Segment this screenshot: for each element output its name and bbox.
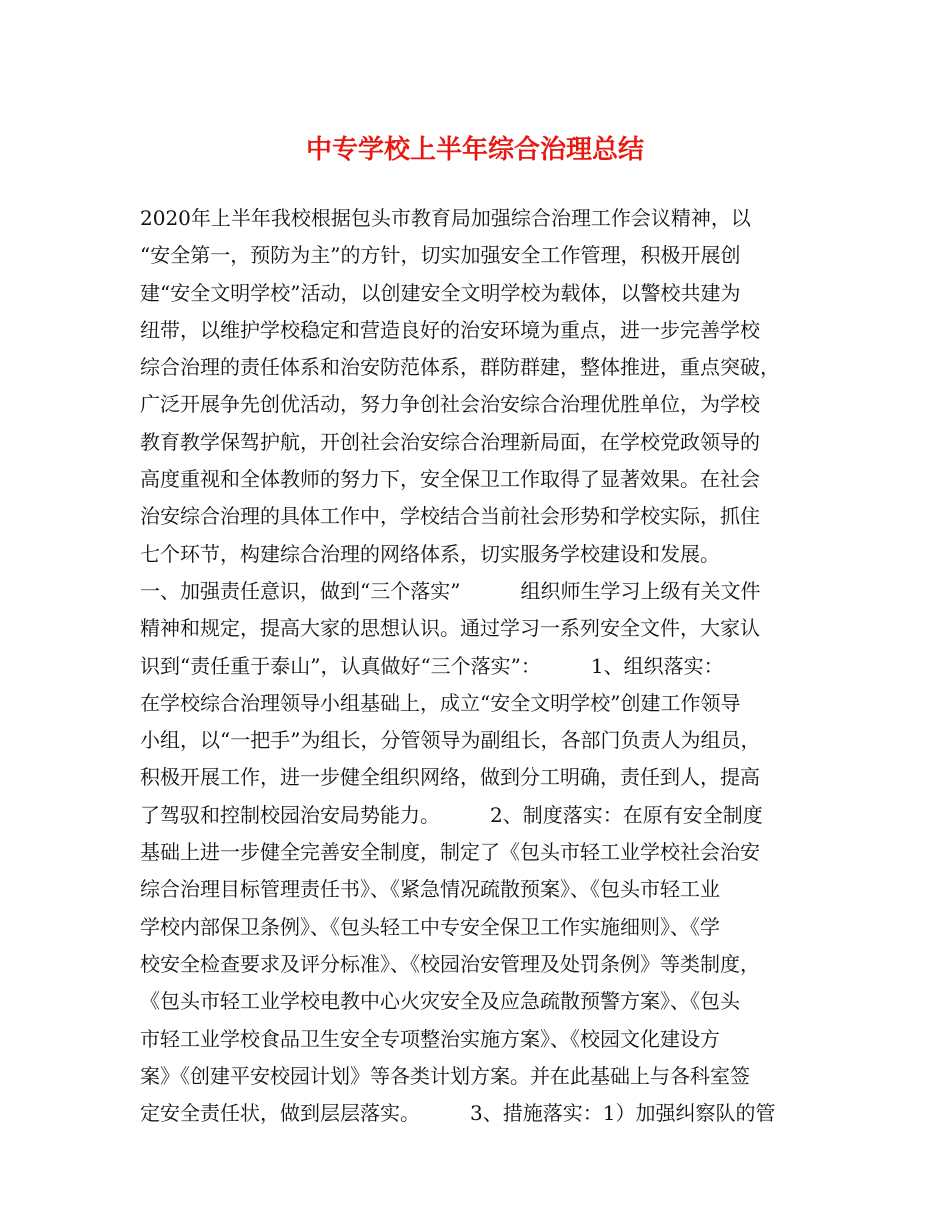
body-text-line: 综合治理的责任体系和治安防范体系，群防群建，整体推进，重点突破， bbox=[140, 355, 780, 380]
body-text-line: 学校内部保卫条例》、《包头轻工中专安全保卫工作实施细则》、《学 bbox=[140, 914, 720, 939]
body-text-line: 纽带，以维护学校稳定和营造良好的治安环境为重点，进一步完善学校 bbox=[140, 317, 760, 342]
body-text-line: 市轻工业学校食品卫生安全专项整治实施方案》、《校园文化建设方 bbox=[140, 1026, 720, 1051]
body-text-line: 积极开展工作，进一步健全组织网络，做到分工明确，责任到人，提高 bbox=[140, 765, 760, 790]
body-text-line: 治安综合治理的具体工作中，学校结合当前社会形势和学校实际，抓住 bbox=[140, 504, 760, 529]
body-text-line: 综合治理目标管理责任书》、《紧急情况疏散预案》、《包头市轻工业 bbox=[140, 877, 720, 902]
body-text-line: 广泛开展争先创优活动，努力争创社会治安综合治理优胜单位，为学校 bbox=[140, 392, 760, 417]
body-text-line: 小组，以“一把手”为组长，分管领导为副组长，各部门负责人为组员， bbox=[140, 728, 761, 753]
body-text-line: 基础上进一步健全完善安全制度，制定了《包头市轻工业学校社会治安 bbox=[140, 840, 760, 865]
body-text-line: 高度重视和全体教师的努力下，安全保卫工作取得了显著效果。在社会 bbox=[140, 467, 760, 492]
body-text-line: 《包头市轻工业学校电教中心火灾安全及应急疏散预警方案》、《包头 bbox=[140, 989, 740, 1014]
body-text-line: 校安全检查要求及评分标准》、《校园治安管理及处罚条例》等类制度， bbox=[140, 951, 760, 976]
body-text-line: 定安全责任状，做到层层落实。 3、措施落实：1）加强纠察队的管 bbox=[140, 1101, 776, 1126]
document-body bbox=[140, 200, 820, 1132]
body-text-line: “安全第一，预防为主”的方针，切实加强安全工作管理，积极开展创 bbox=[140, 243, 741, 268]
body-text-line: 一、加强责任意识，做到“三个落实” 组织师生学习上级有关文件 bbox=[140, 578, 761, 603]
body-text-line: 建“安全文明学校”活动，以创建安全文明学校为载体，以警校共建为 bbox=[140, 280, 741, 305]
body-text-line: 识到“责任重于泰山”，认真做好“三个落实”： 1、组织落实： bbox=[140, 653, 724, 678]
body-text-line: 教育教学保驾护航，开创社会治安综合治理新局面，在学校党政领导的 bbox=[140, 429, 760, 454]
body-text-line: 了驾驭和控制校园治安局势能力。 2、制度落实：在原有安全制度 bbox=[140, 802, 763, 827]
body-text-line: 七个环节，构建综合治理的网络体系，切实服务学校建设和发展。 bbox=[140, 541, 720, 566]
body-text-line: 在学校综合治理领导小组基础上，成立“安全文明学校”创建工作领导 bbox=[140, 690, 741, 715]
document-title: 中专学校上半年综合治理总结 bbox=[305, 135, 644, 165]
body-text-line: 精神和规定，提高大家的思想认识。通过学习一系列安全文件，大家认 bbox=[140, 616, 760, 641]
body-text-line: 2020年上半年我校根据包头市教育局加强综合治理工作会议精神，以 bbox=[140, 206, 751, 230]
body-text-line: 案》《创建平安校园计划》等各类计划方案。并在此基础上与各科室签 bbox=[140, 1063, 750, 1088]
